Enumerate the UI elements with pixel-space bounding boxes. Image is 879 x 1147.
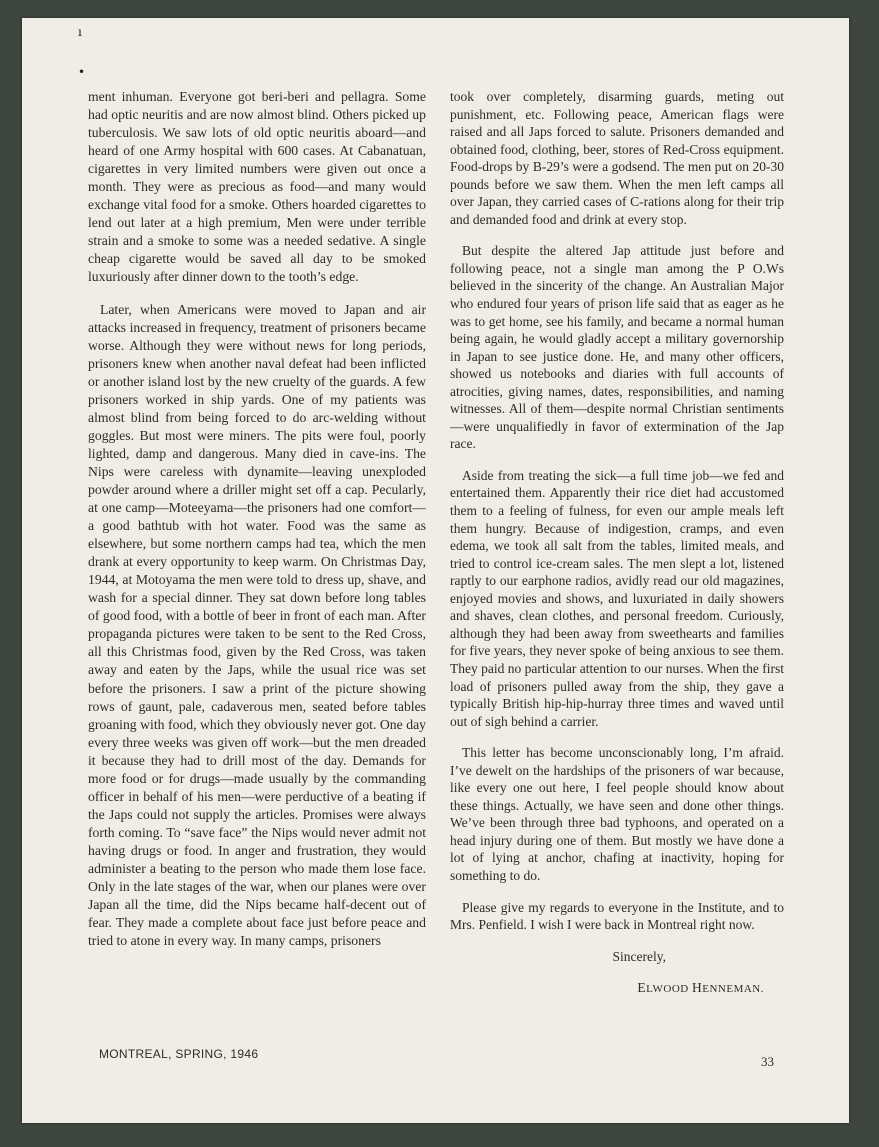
margin-mark-top: ı: [78, 25, 82, 39]
margin-mark-dot: •: [78, 65, 86, 79]
paragraph: Aside from treating the sick—a full time job—we fed and entertained them. Apparently their rice diet had accustomed them to a feeling of fulness, for even our ample meals left them hungry. Because of indigestion, cramps, and even edema, we took all salt from the tables, limited meals, and tried to control ice-cream sales. The men slept a lot, listened raptly to our earphone radios, avidly read our old magazines, enjoyed movies and shows, and luxuriated in daily showers and shaves, clean clothes, and personal freedom. Curiously, although they had been away from sweethearts and families for five years, they never spoke of being anxious to see them. They paid no particular attention to our nurses. When the first load of prisoners pulled away from the ship, they gave a typically British hip-hip-hurray three times and waved until out of sigh behind a carrier.: [450, 467, 784, 729]
signature-initial: H: [692, 980, 703, 996]
publication-footer: MONTREAL, SPRING, 1946: [99, 1047, 259, 1061]
signature: [450, 979, 784, 999]
paragraph: took over completely, disarming guards, meting out punishment, etc. Following peace, American flags were raised and all Japs forced to salute. Prisoners demanded and obtained food, clothing, beer, stores of Red-Cross equipment. Food-drops by B-29’s were a godsend. The men put on 20-30 pounds before we saw them. When the men left camps all over Japan, they carried cases of C-rations along for their trip and demanded food and drink at every stop.: [450, 89, 784, 227]
signature-part: LWOOD: [646, 983, 692, 996]
closing-salutation: Sincerely,: [612, 948, 666, 964]
paragraph: Later, when Americans were moved to Japan and air attacks increased in frequency, treatment of prisoners became worse. Although they were without news for long periods, prisoners knew when another naval defeat had been inflicted or another island lost by the new cruelty of the guards. A few prisoners worked in ship yards. One of my patients was almost blind from being forced to do arc-welding without goggles. But most were miners. The pits were foul, poorly lighted, damp and dangerous. Many died in cave-ins. The Nips were careless with dynamite—leaving unexploded powder around where a driller might set off a cap. Pecularly, at one camp—Moteeyama—the prisoners had one comfort—a good bathtub with hot water. Food was the same as elsewhere, but some northern camps had tea, which the men drank at every opportunity to keep warm. On Christmas Day, 1944, at Motoyama the men were told to dress up, shave, and wash for a special dinner. They sat down before long tables of good food, with a bottle of beer in front of each man. After propaganda pictures were taken to be sent to the Red Cross, all this Christmas food, given by the Red Cross, was taken away and eaten by the Japs, while the usual rice was set before the prisoners. I saw a print of the picture showing rows of gaunt, pale, cadaverous men, seated before tables groaning with food, which they obviously never got. One day every three weeks was given off work—but the men dreaded it because they had to drill most of the day. Demands for more food or for drugs—made usually by the commanding officer in behalf of his men—were perductive of a beating if the Japs could not supply the articles. Promises were always forth coming. To “save face” the Nips would never admit not having drugs or food. In anger and frustration, they would administer a beating to the person who made them lose face. Only in the late stages of the war, when our planes were over Japan all the time, did the Nips became half-decent out of fear. They made a complete about face just before peace and tried to atone in every way. In many camps, prisoners: [88, 301, 426, 949]
paragraph: This letter has become unconscionably long, I’m afraid. I’ve dewelt on the hardships of the prisoners of war because, like every one out here, I feel people should know about these things. Actually, we have seen and done other things. We’ve been through three bad typhoons, and operated on a head injury during one of them. But mostly we have done a lot of lying at anchor, chafing at inactivity, hoping for something to do.: [450, 745, 784, 883]
left-column: [88, 88, 426, 964]
page-number: 33: [761, 1054, 774, 1069]
signature-part: ENNEMAN.: [702, 983, 764, 996]
paragraph: ment inhuman. Everyone got beri-beri and pellagra. Some had optic neuritis and are now almost blind. Others picked up tuberculosis. We saw lots of old optic neuritis aboard—and heard of one Army hospital with 600 cases. At Cabanatuan, cigarettes in very limited numbers were given out once a month. They were as precious as food—and many would exchange vital food for a smoke. Others hoarded cigarettes to lend out later at a high premium, Men were under terrible strain and a smoke to some was a needed sedative. A single cheap cigarette would be saved all day to be smoked luxuriously after dinner down to the tooth’s edge.: [88, 89, 426, 285]
right-column: [450, 88, 784, 1013]
magazine-page: [22, 18, 849, 1123]
paragraph: But despite the altered Jap attitude just before and following peace, not a single man among the P O.Ws believed in the sincerity of the change. An Australian Major who endured four years of prison life said that as eager as he was to get home, see his family, and became a normal human being again, he would gladly accept a military governorship in Japan to see justice done. He, and many other officers, showed us notebooks and diaries with full accounts of atrocities, giving names, dates, responsibilities, and naming witnesses. All of them—despite normal Christian sentiments—were unqualifiedly in favor of extermination of the Jap race.: [450, 243, 784, 452]
paragraph: Please give my regards to everyone in the Institute, and to Mrs. Penfield. I wish I were back in Montreal right now.: [450, 899, 784, 933]
signature-initial: E: [637, 980, 647, 996]
